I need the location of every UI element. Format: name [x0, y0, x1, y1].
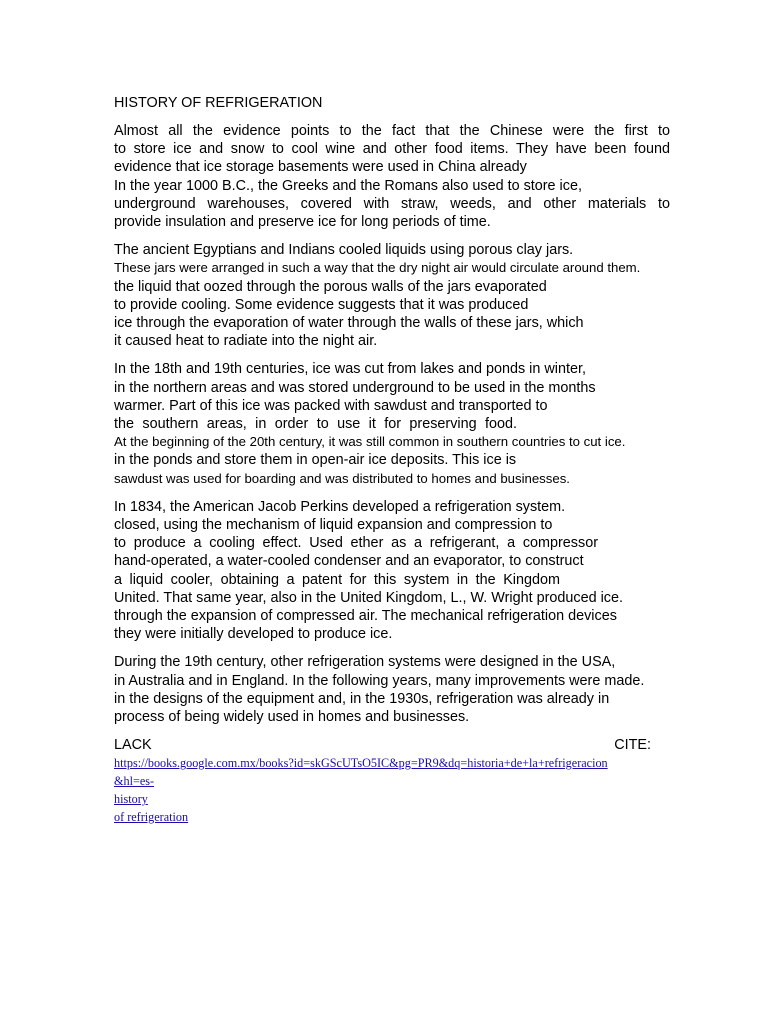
citation-header — [114, 736, 651, 754]
paragraph-line: in the ponds and store them in open-air ice deposits. This ice is — [114, 452, 517, 469]
paragraph — [114, 498, 670, 644]
paragraph-line: to produce a cooling effect. Used ether as a refrigerant, a compressor — [114, 535, 598, 552]
paragraph-line: At the beginning of the 20th century, it was still common in southern countries to cut ice. — [114, 434, 626, 450]
paragraph — [114, 360, 670, 487]
paragraph-line: provide insulation and preserve ice for long periods of time. — [114, 214, 491, 231]
citation-link-line-1[interactable]: https://books.google.com.mx/books?id=skGScUTsO5IC&pg=PR9&dq=historia+de+la+refrigeracion — [114, 756, 608, 771]
citation-link-line-3[interactable]: history — [114, 792, 148, 807]
citation-left-label: LACK — [114, 737, 152, 754]
paragraph-line: through the expansion of compressed air. The mechanical refrigeration devices — [114, 608, 617, 625]
paragraph-line: United. That same year, also in the United Kingdom, L., W. Wright produced ice. — [114, 589, 623, 606]
paragraph-line: These jars were arranged in such a way that the dry night air would circulate around them. — [114, 260, 641, 276]
paragraph — [114, 653, 670, 726]
paragraph-line: warmer. Part of this ice was packed with sawdust and transported to — [114, 397, 548, 414]
paragraph-line: In 1834, the American Jacob Perkins developed a refrigeration system. — [114, 498, 566, 515]
paragraph-line: in the designs of the equipment and, in the 1930s, refrigeration was already in — [114, 690, 610, 707]
paragraph-line: underground warehouses, covered with straw, weeds, and other materials to — [114, 195, 670, 212]
citation-link-line-2[interactable]: &hl=es- — [114, 774, 155, 789]
paragraph — [114, 241, 670, 350]
paragraph-line: to store ice and snow to cool wine and other food items. They have been found — [114, 141, 670, 158]
document-page — [114, 94, 670, 826]
paragraph-line: ice through the evaporation of water through the walls of these jars, which — [114, 315, 584, 332]
paragraph-line: Almost all the evidence points to the fact that the Chinese were the first to — [114, 123, 670, 139]
citation-link-line-4[interactable]: of refrigeration — [114, 810, 189, 825]
paragraph-line: evidence that ice storage basements were used in China already — [114, 159, 527, 176]
paragraph-line: to provide cooling. Some evidence suggests that it was produced — [114, 296, 529, 313]
paragraph-line: it caused heat to radiate into the night air. — [114, 333, 378, 350]
paragraph-line: in the northern areas and was stored underground to be used in the months — [114, 379, 596, 396]
document-title: HISTORY OF REFRIGERATION — [114, 95, 323, 111]
paragraph-line: a liquid cooler, obtaining a patent for this system in the Kingdom — [114, 571, 560, 588]
paragraph-line: in Australia and in England. In the following years, many improvements were made. — [114, 672, 645, 689]
paragraph-line: In the year 1000 B.C., the Greeks and the Romans also used to store ice, — [114, 177, 582, 194]
paragraph-line: In the 18th and 19th centuries, ice was cut from lakes and ponds in winter, — [114, 361, 586, 378]
paragraph-line: hand-operated, a water-cooled condenser and an evaporator, to construct — [114, 553, 584, 570]
paragraph-line: The ancient Egyptians and Indians cooled liquids using porous clay jars. — [114, 242, 574, 259]
paragraph — [114, 122, 670, 231]
citation-right-label: CITE: — [614, 737, 651, 754]
paragraph-line: process of being widely used in homes and businesses. — [114, 709, 470, 726]
paragraph-line: During the 19th century, other refrigeration systems were designed in the USA, — [114, 654, 616, 671]
paragraph-line: the southern areas, in order to use it for preserving food. — [114, 416, 517, 433]
paragraph-line: closed, using the mechanism of liquid expansion and compression to — [114, 517, 553, 534]
paragraph-line: the liquid that oozed through the porous walls of the jars evaporated — [114, 278, 547, 295]
document-body — [114, 122, 670, 726]
paragraph-line: they were initially developed to produce ice. — [114, 626, 393, 643]
paragraph-line: sawdust was used for boarding and was distributed to homes and businesses. — [114, 470, 570, 486]
citation-links — [114, 754, 670, 826]
